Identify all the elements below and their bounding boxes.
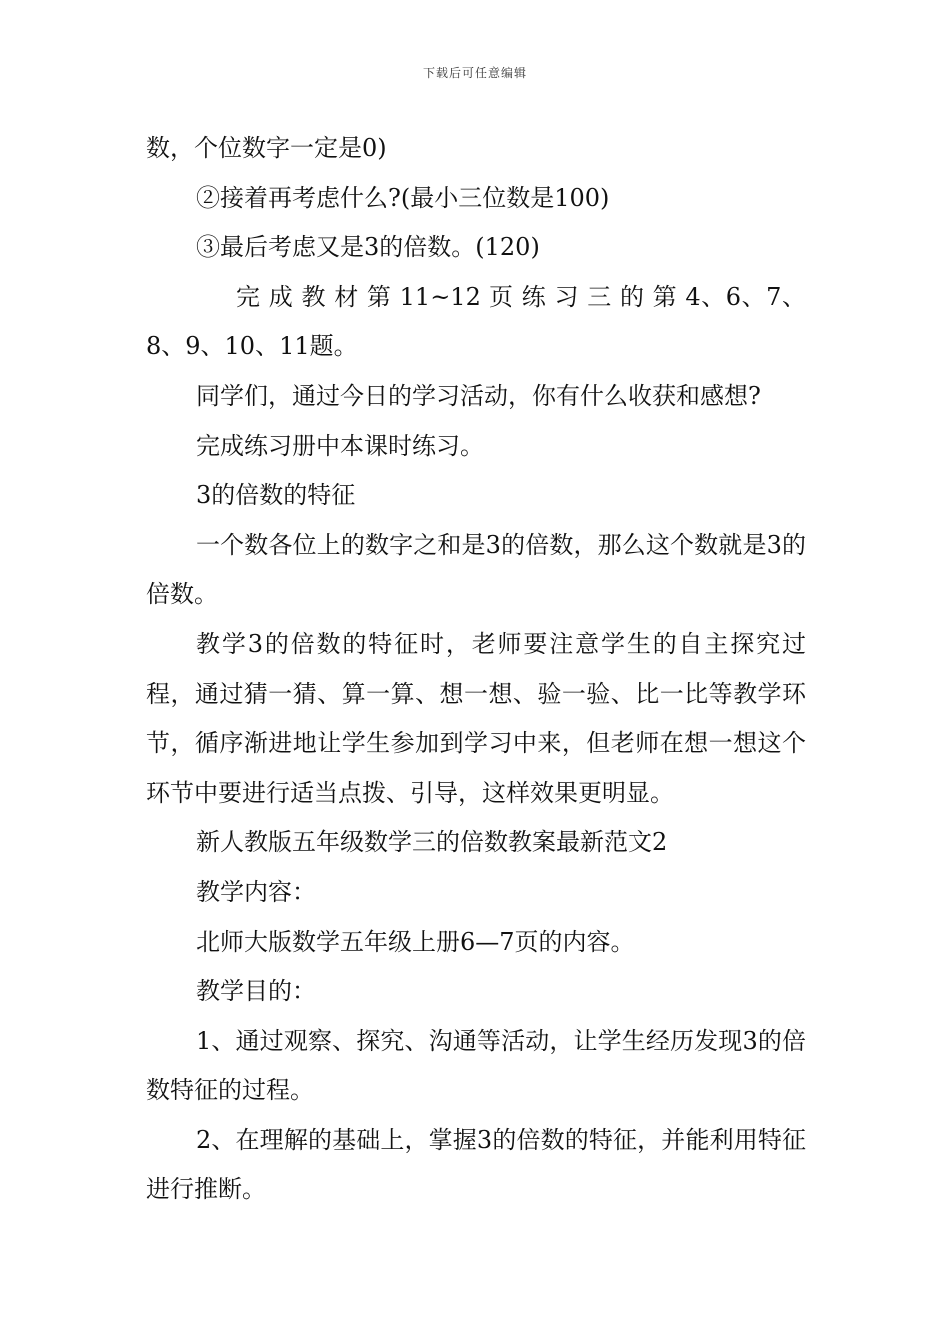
paragraph-5: 同学们，通过今日的学习活动，你有什么收获和感想?	[196, 381, 761, 410]
paragraph-4-line-1: 完 成 教 材 第 11~12 页 练 习 三 的 第	[236, 282, 678, 311]
section-heading-multiples-of-3: 3的倍数的特征	[196, 481, 356, 510]
paragraph-2: ②接着再考虑什么?(最小三位数是100)	[196, 183, 610, 212]
section-title-lesson-plan-2: 新人教版五年级数学三的倍数教案最新范文2	[196, 828, 668, 857]
paragraph-6: 完成练习册中本课时练习。	[196, 431, 484, 460]
paragraph-1: 数，个位数字一定是0)	[146, 134, 387, 162]
paragraph-4-line-2: 4、6、7、8、9、10、11题。	[146, 282, 806, 361]
paragraph-9: 教学3的倍数的特征时，老师要注意学生的自主探究过程，通过猜一猜、算一算、想一想、验一验、比一比等教学环节，循序渐进地让学生参加到学习中来，但老师在想一想这个环节中要进行适当点拨、引导，这样效果更明显。	[146, 629, 806, 807]
paragraph-3: ③最后考虑又是3的倍数。(120)	[196, 233, 540, 262]
document-body	[146, 124, 806, 1215]
paragraph-8: 一个数各位上的数字之和是3的倍数，那么这个数就是3的倍数。	[146, 530, 806, 609]
goal-2: 2、在理解的基础上，掌握3的倍数的特征，并能利用特征进行推断。	[146, 1125, 806, 1204]
paragraph-12: 北师大版数学五年级上册6—7页的内容。	[196, 927, 635, 956]
label-teaching-content: 教学内容：	[196, 877, 316, 906]
paragraph-4	[146, 273, 806, 372]
goal-1: 1、通过观察、探究、沟通等活动，让学生经历发现3的倍数特征的过程。	[146, 1026, 806, 1105]
page-header: 下载后可任意编辑	[422, 66, 527, 80]
label-teaching-goals: 教学目的：	[196, 977, 316, 1006]
